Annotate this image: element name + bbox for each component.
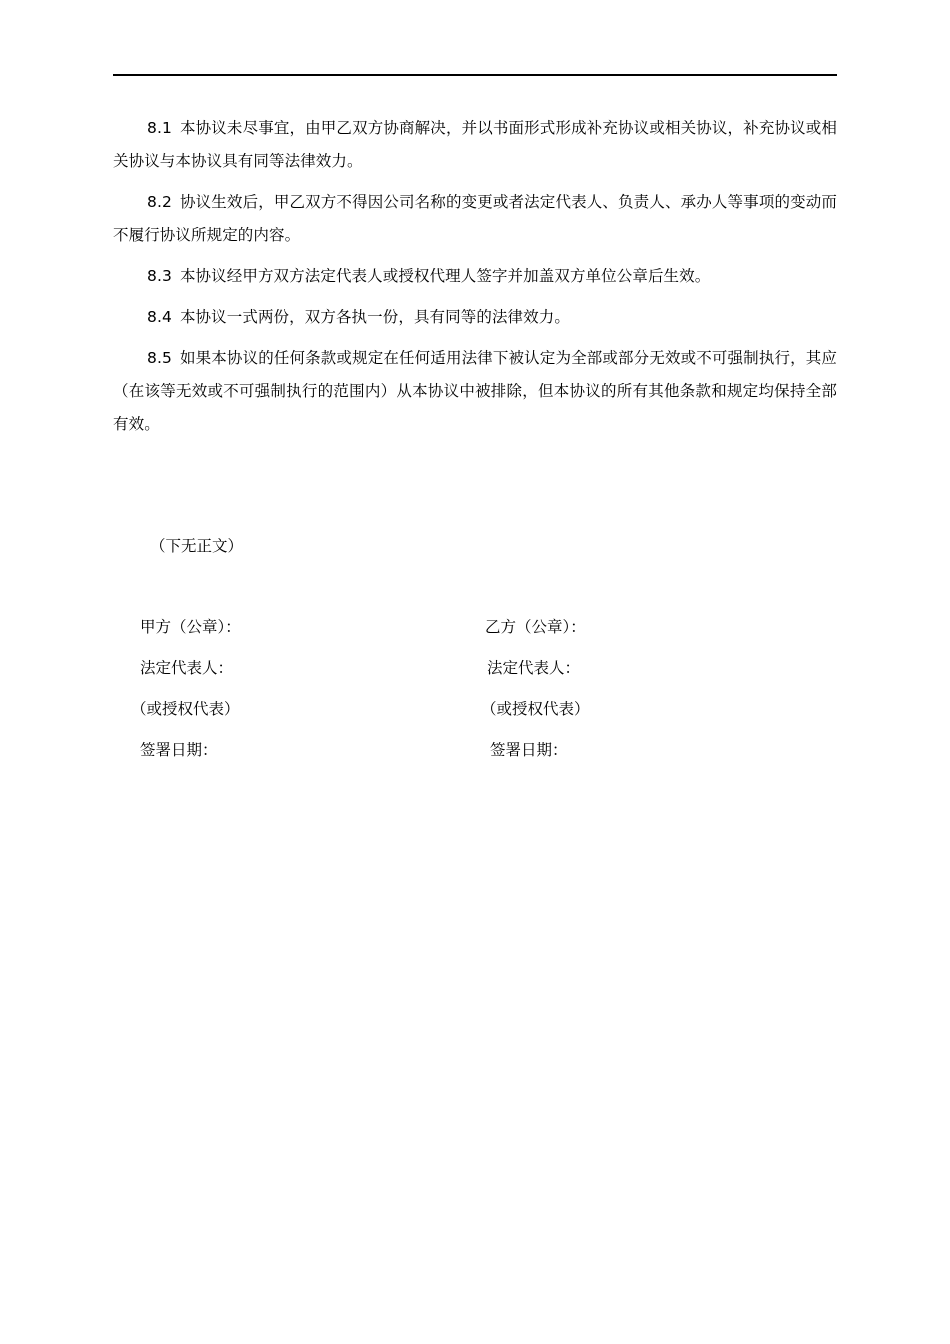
party-b-seal-label: 乙方（公章）： [485, 618, 586, 636]
clause-text: 本协议经甲方双方法定代表人或授权代理人签字并加盖双方单位公章后生效。 [179, 267, 711, 285]
clause-number: 8.1 [147, 119, 172, 137]
clause-list [113, 112, 837, 449]
clause-8-1 [113, 112, 837, 178]
clause-8-2 [113, 186, 837, 252]
clause-number: 8.3 [147, 267, 172, 285]
clause-text: 本协议未尽事宜，由甲乙双方协商解决，并以书面形式形成补充协议或相关协议，补充协议或相关协议与本协议具有同等法律效力。 [113, 119, 837, 170]
party-b-representative-label: 法定代表人： [487, 659, 581, 677]
clause-text: 如果本协议的任何条款或规定在任何适用法律下被认定为全部或部分无效或不可强制执行，其应（在该等无效或不可强制执行的范围内）从本协议中被排除，但本协议的所有其他条款和规定均保持全部有效。 [113, 349, 837, 433]
clause-number: 8.4 [147, 308, 172, 326]
end-of-text-note: （下无正文） [150, 537, 244, 555]
party-a-date-label: 签署日期： [140, 741, 218, 759]
clause-8-5 [113, 342, 837, 441]
clause-number: 8.2 [147, 193, 172, 211]
clause-text: 本协议一式两份，双方各执一份，具有同等的法律效力。 [179, 308, 570, 326]
clause-number: 8.5 [147, 349, 172, 367]
clause-text: 协议生效后，甲乙双方不得因公司名称的变更或者法定代表人、负责人、承办人等事项的变动而不履行协议所规定的内容。 [113, 193, 837, 244]
clause-8-4 [113, 301, 837, 334]
party-a-seal-label: 甲方（公章）： [140, 618, 241, 636]
party-a-authorized-label: （或授权代表） [131, 700, 240, 718]
clause-8-3 [113, 260, 837, 293]
party-a-representative-label: 法定代表人： [140, 659, 234, 677]
party-b-date-label: 签署日期： [490, 741, 568, 759]
party-b-authorized-label: （或授权代表） [481, 700, 590, 718]
header-rule [113, 74, 837, 76]
